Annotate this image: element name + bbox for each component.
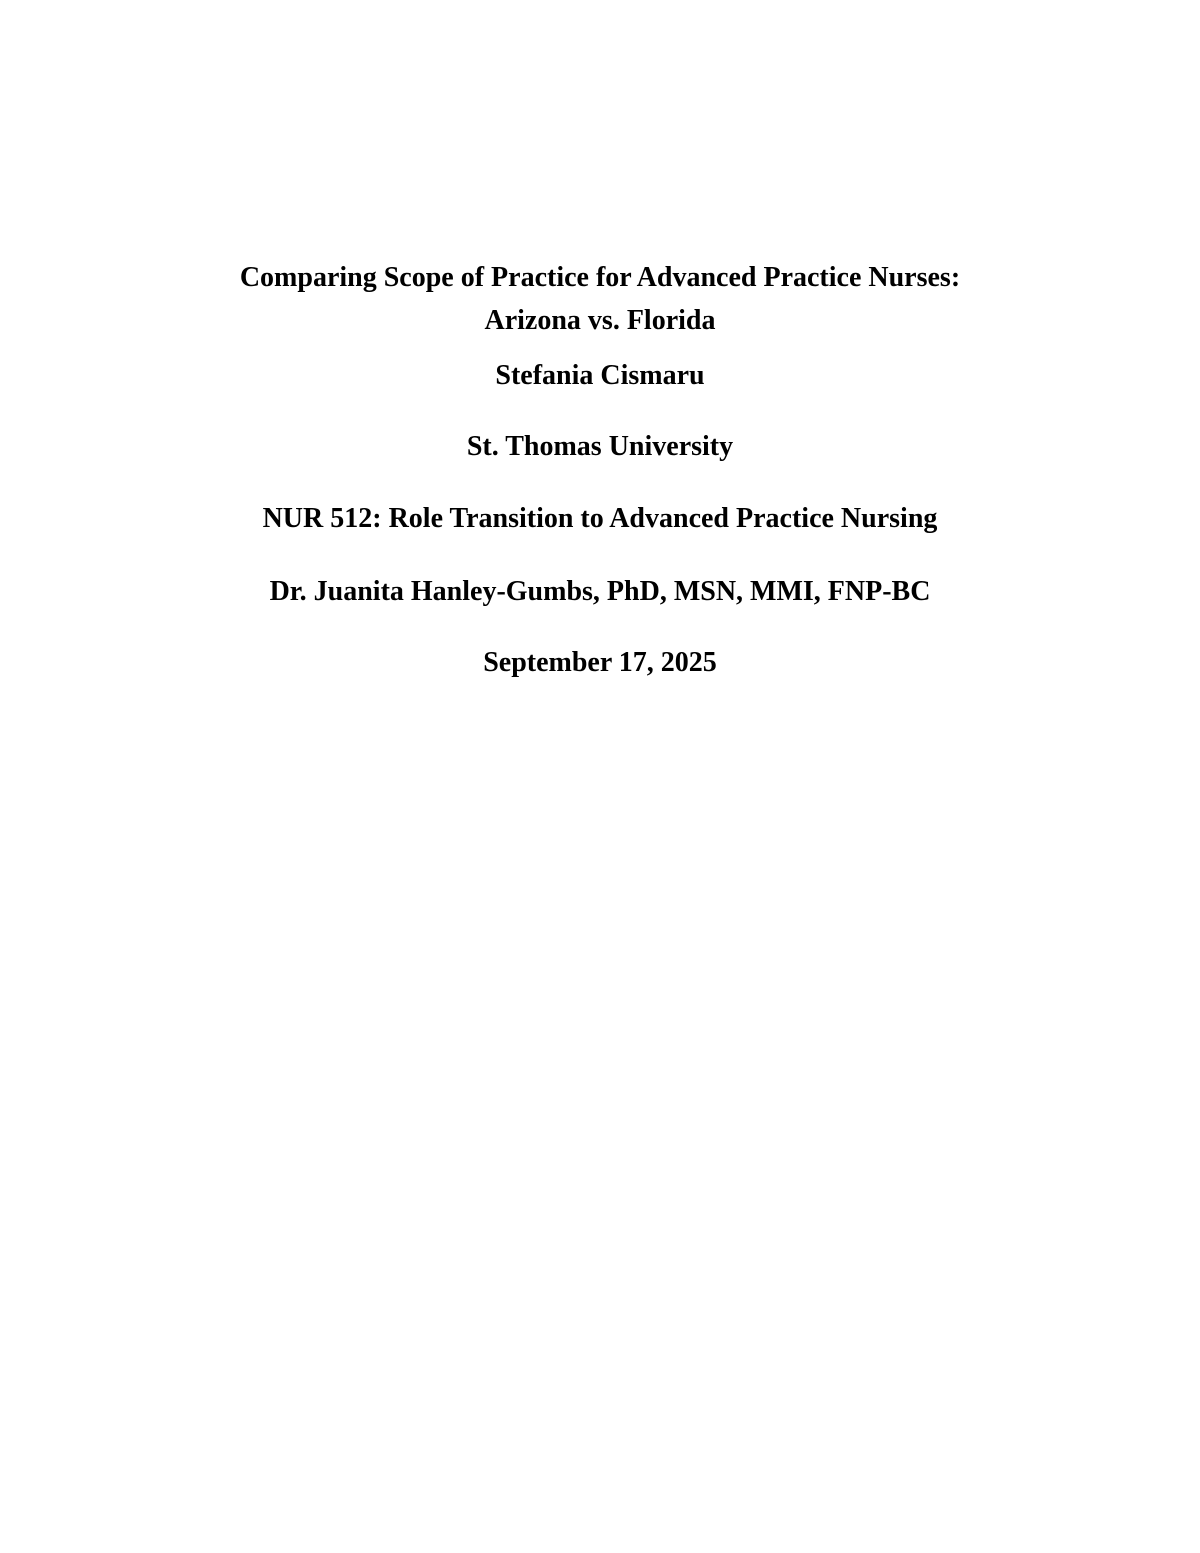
paper-title-line-2: Arizona vs. Florida <box>484 305 716 336</box>
submission-date: September 17, 2025 <box>483 647 717 678</box>
paper-title <box>0 256 1200 342</box>
institution-name: St. Thomas University <box>466 431 734 462</box>
instructor-name: Dr. Juanita Hanley-Gumbs, PhD, MSN, MMI, FNP-BC <box>269 576 931 607</box>
course-name: NUR 512: Role Transition to Advanced Practice Nursing <box>262 503 938 534</box>
author-name: Stefania Cismaru <box>495 360 705 391</box>
paper-title-line-1: Comparing Scope of Practice for Advanced Practice Nurses: <box>239 262 961 293</box>
